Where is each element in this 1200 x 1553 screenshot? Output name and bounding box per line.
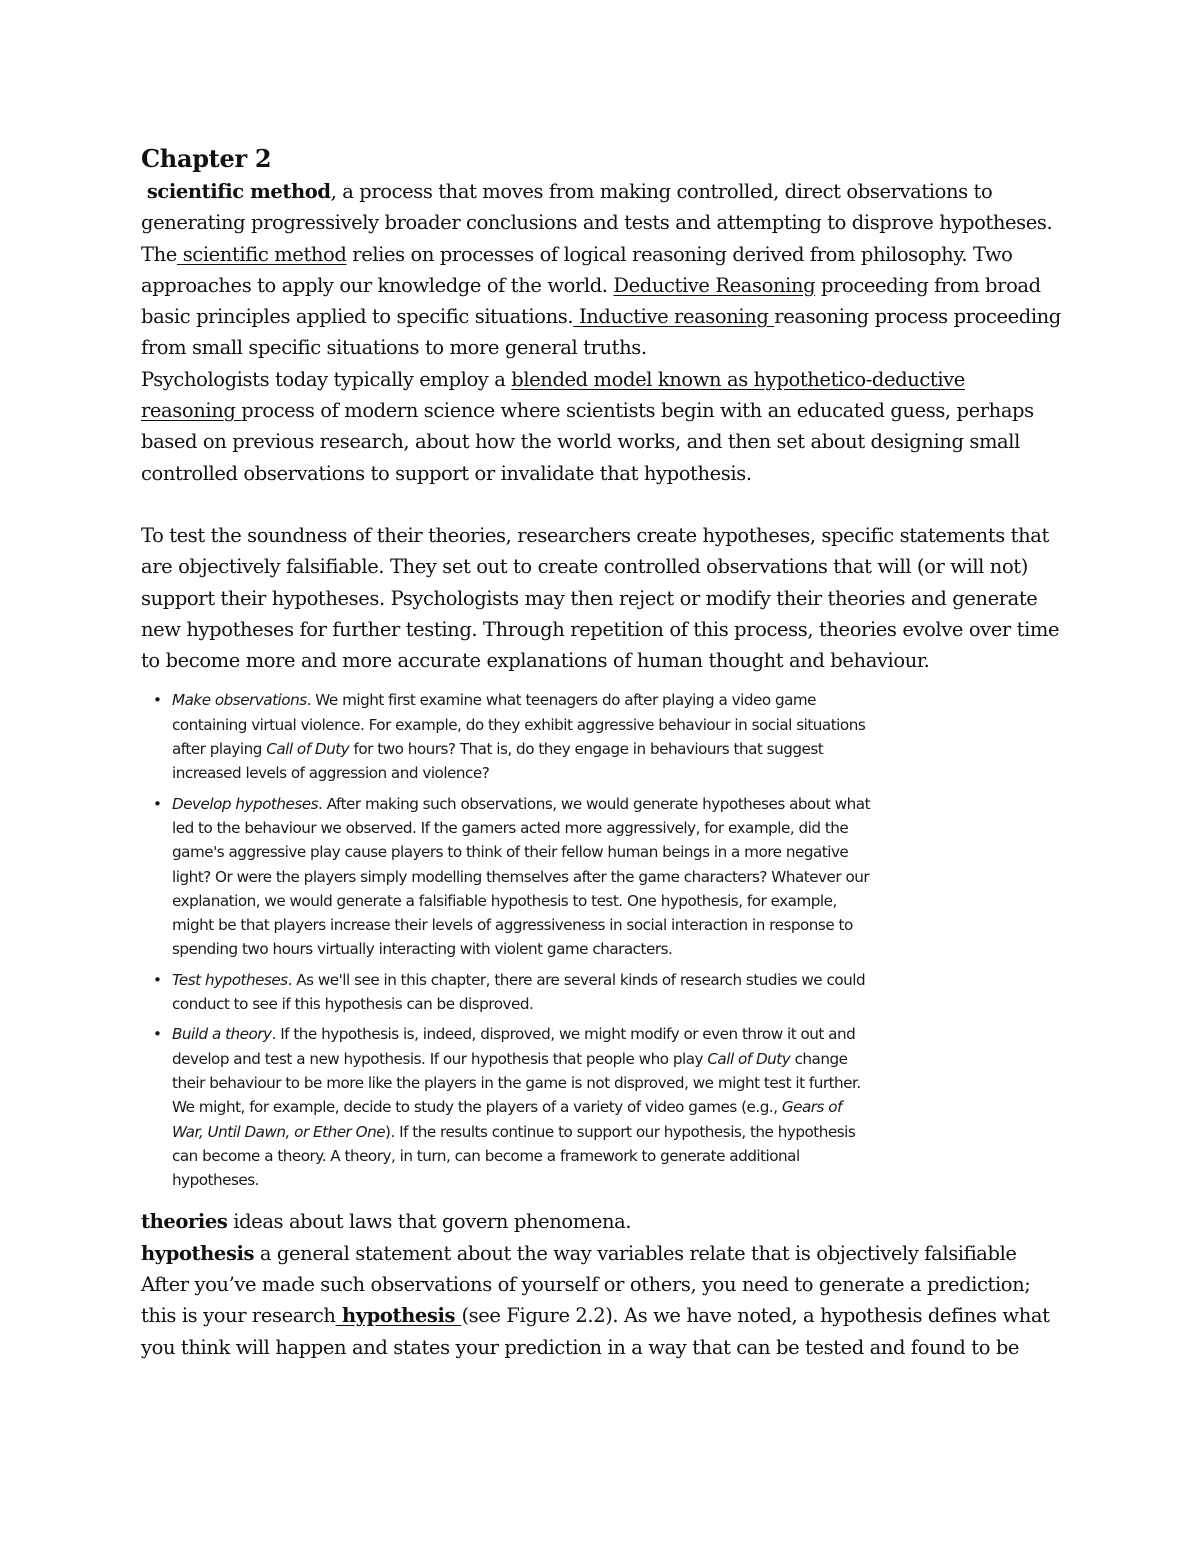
definition-hypothesis: hypothesis a general statement about the way variables relate that is objectively falsifiable — [141, 1241, 1017, 1265]
scientific-method-paragraph: scientific method, a process that moves from making controlled, direct observations to generating progressively broader conclusions and tests and attempting to disprove hypotheses. The scientific method relies on processes of logical reasoning derived from philosophy. Two approaches to apply our knowledge of the world. Deductive Reasoning proceeding from broad basic principles applied to specific situations. Inductive reasoning reasoning process proceeding from small specific situations to more general truths. — [141, 180, 1061, 360]
underline-scientific-method: scientific method — [176, 242, 347, 266]
term-hypothesis: hypothesis — [141, 1241, 255, 1265]
hypothetico-deductive-paragraph: Psychologists today typically employ a blended model known as hypothetico-deductive reasoning process of modern science where scientists begin with an educated guess, perhaps based on previous research, about how the world works, and then set about designing small controlled observations to support or invalidate that hypothesis. — [141, 367, 1034, 485]
term-scientific-method: scientific method — [146, 180, 331, 203]
underline-hypothesis: hypothesis — [335, 1304, 462, 1328]
underline-deductive-reasoning: Deductive Reasoning — [613, 273, 816, 297]
underline-inductive-reasoning: Inductive reasoning — [573, 305, 775, 329]
soundness-paragraph: To test the soundness of their theories, researchers create hypotheses, specific statements that are objectively falsifiable. They set out to create controlled observations that will (or will not) support their hypotheses. Psychologists may then reject or modify their theories and generate new hypotheses for further testing. Through repetition of this process, theories evolve over time to become more and more accurate explanations of human thought and behaviour. — [141, 523, 1060, 673]
step-develop-hypotheses: • Develop hypotheses. After making such observations, we would generate hypotheses about what led to the behaviour we observed. If the gamers acted more aggressively, for example, did the game's aggressive play cause players to think of their fellow human beings in a more negative light? Or were the players simply modelling themselves after the game characters? Whatever our explanation, we would generate a falsifiable hypothesis to test. One hypothesis, for example, might be that players increase their levels of aggressiveness in social interaction in response to spending two hours virtually interacting with violent game characters. — [141, 792, 876, 962]
prediction-paragraph: After you’ve made such observations of yourself or others, you need to generate a prediction; this is your research hypothesis (see Figure 2.2). As we have noted, a hypothesis defines what you think will happen and states your prediction in a way that can be tested and found to be — [141, 1272, 1050, 1359]
definition-theories: theories ideas about laws that govern phenomena. — [141, 1210, 632, 1234]
document-page — [141, 142, 1061, 1363]
step-build-theory: • Build a theory. If the hypothesis is, indeed, disproved, we might modify or even throw it out and develop and test a new hypothesis. If our hypothesis that people who play Call of Duty change their behaviour to be more like the players in the game is not disproved, we might test it further. We might, for example, decide to study the players of a variety of video games (e.g., Gears of War, Until Dawn, or Ether One). If the results continue to support our hypothesis, the hypothesis can become a theory. A theory, in turn, can become a framework to generate additional hypotheses. — [141, 1022, 876, 1192]
paragraph-spacer — [141, 489, 1061, 520]
scientific-method-steps — [141, 688, 876, 1192]
chapter-heading: Chapter 2 — [141, 144, 272, 173]
step-make-observations: • Make observations. We might first examine what teenagers do after playing a video game containing virtual violence. For example, do they exhibit aggressive behaviour in social situations after playing Call of Duty for two hours? That is, do they engage in behaviours that suggest increased levels of aggression and violence? — [141, 688, 876, 785]
term-theories: theories — [141, 1210, 228, 1234]
step-test-hypotheses: • Test hypotheses. As we'll see in this chapter, there are several kinds of research studies we could conduct to see if this hypothesis can be disproved. — [141, 968, 876, 1017]
underline-blended-model: blended model known as hypothetico-deductive reasoning — [141, 367, 965, 423]
